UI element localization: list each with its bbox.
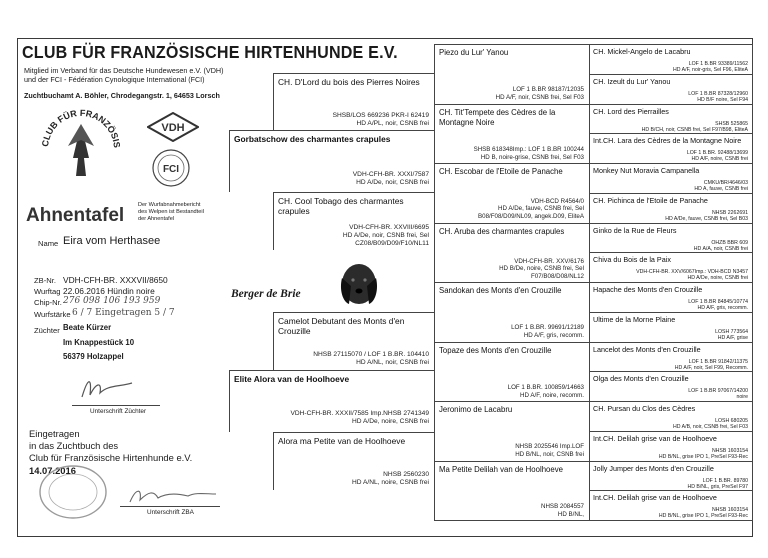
great-grandparent-name: Sandokan des Monts d'en Crouzille bbox=[439, 286, 562, 295]
great-grandparent-detail: LOF 1 B.BR. 99691/12189 bbox=[511, 324, 584, 331]
member-line-2: und der FCI - Fédération Cynologique International (FCI) bbox=[24, 75, 205, 84]
zb-value: VDH-CFH-BR. XXXVII/8650 bbox=[63, 275, 168, 285]
gg-grandparent-name: Lancelot des Monts d'en Crouzille bbox=[593, 345, 701, 354]
great-grandparent-detail: HD B, noire-grise, CSNB frei, Sel F03 bbox=[480, 153, 584, 161]
great-grandparent-detail: HD A/F, gris, recomm. bbox=[523, 331, 584, 339]
breed-name: Berger de Brie bbox=[231, 288, 301, 300]
vdh-logo bbox=[147, 112, 199, 142]
gg-grandparent-detail: HD B/F noire, Sel F94 bbox=[697, 97, 748, 103]
gg-grandparent-detail: LOSH 773564 bbox=[715, 329, 748, 335]
gg-grandparent-4 bbox=[589, 133, 752, 163]
parent1: Gorbatschow des charmantes crapules VDH-CFH-BR. XXXI/7587 HD A/De, noir, CSNB frei bbox=[229, 130, 434, 192]
gg-grandparent-6 bbox=[589, 193, 752, 223]
gg-grandparent-detail: LOF 1 B.BR. 92488/13699 bbox=[686, 150, 748, 156]
gg-grandparent-detail: VDH-CFH-BR. XXV/6067Imp.: VDH-BCD N3457 bbox=[636, 269, 748, 275]
great-grandparent-name: CH. Aruba des charmantes crapules bbox=[439, 227, 565, 236]
gg-grandparent-13 bbox=[589, 401, 752, 431]
gg-grandparent-detail: HD A/F, grise bbox=[717, 335, 748, 341]
great-grandparent-name: Ma Petite Delilah van de Hoolhoeve bbox=[439, 465, 563, 474]
dog-portrait-icon bbox=[339, 260, 379, 306]
breeder-street: Im Knappestück 10 bbox=[63, 338, 135, 347]
gg-grandparent-detail: LOF 1 B.BR 97067/14200 bbox=[688, 388, 748, 394]
gg-grandparent-detail: HD A/F, noir, Sel F99, Recomm. bbox=[674, 365, 748, 371]
great-grandparent-detail: F07/B08/D08/NL12 bbox=[531, 272, 584, 280]
gg-grandparent-detail: HD A/De, noire, CSNB frei bbox=[687, 275, 748, 281]
breeder-city: 56379 Holzappel bbox=[63, 352, 124, 361]
gg-grandparent-1 bbox=[589, 44, 752, 74]
registered-date: 14.07.2016 bbox=[29, 465, 76, 476]
grandparent-3: Camelot Debutant des Monts d'en Crouzille NHSB 27115070 / LOF 1 B.BR. 104410 HD A/NL, noir, CSNB frei bbox=[273, 312, 434, 370]
svg-text:FCI: FCI bbox=[162, 164, 180, 175]
gg-grandparent-detail: HD A/B, noir, CSNB frei, Sel F03 bbox=[673, 424, 748, 430]
gg-grandparent-name: Ultime de la Morne Plaine bbox=[593, 315, 676, 324]
gg-grandparent-name: Jolly Jumper des Monts d'en Crouzille bbox=[593, 464, 714, 473]
great-grandparent-1 bbox=[434, 44, 589, 104]
gg-grandparent-detail: NHSB 1603154 bbox=[711, 507, 748, 513]
gg-grandparent-detail: HD A/F, noire, CSNB frei bbox=[691, 156, 748, 162]
member-line-1: Mitglied im Verband für das Deutsche Hundewesen e.V. (VDH) bbox=[24, 66, 224, 75]
gg-grandparent-15 bbox=[589, 461, 752, 491]
gg-grandparent-name: CH. Izeult du Lur' Yanou bbox=[593, 77, 671, 86]
great-grandparent-detail: HD A/F, noire, recomm. bbox=[520, 391, 584, 399]
great-grandparent-8 bbox=[434, 461, 589, 521]
chip-label: Chip-Nr. bbox=[34, 298, 62, 307]
gg-grandparent-name: CH. Lord des Pierrailles bbox=[593, 107, 669, 116]
great-grandparent-detail: VDH-BCD R4564/0 bbox=[530, 197, 584, 205]
dog-name: Eira vom Herthasee bbox=[63, 235, 161, 247]
great-grandparent-detail: HD B/NL, noir, CSNB frei bbox=[515, 450, 584, 458]
great-grandparent-detail: SHSB 618348Imp.: LOF 1 B.BR 100244 bbox=[473, 146, 584, 153]
fci-logo bbox=[151, 148, 191, 188]
great-grandparent-2 bbox=[434, 104, 589, 164]
gg-grandparent-detail: NHSB 2262691 bbox=[711, 210, 748, 216]
gg-grandparent-detail: LOF 1 B.BR 87328/12960 bbox=[688, 91, 748, 97]
great-grandparent-detail: HD A/F, noir, CSNB frei, Sel F03 bbox=[495, 93, 584, 101]
gg-grandparent-name: Olga des Monts d'en Crouzille bbox=[593, 374, 689, 383]
gg-grandparent-name: Int.CH. Delilah grise van de Hoolhoeve bbox=[593, 434, 717, 443]
great-grandparent-detail: B08/F08/D09/NL09, angek.D09, EliteA bbox=[478, 212, 584, 220]
gg-grandparent-name: Ginko de la Rue de Fleurs bbox=[593, 226, 677, 235]
gg-grandparent-2 bbox=[589, 74, 752, 104]
registered-2: in das Zuchtbuch des bbox=[29, 440, 119, 451]
disclaimer-1: Der Wurfabnahmebericht bbox=[138, 202, 201, 208]
great-grandparent-detail: NHSB 2084557 bbox=[541, 503, 584, 510]
gg-grandparent-detail: NHSB 1603154 bbox=[711, 448, 748, 454]
gg-grandparent-detail: HD A/De, fauve, CSNB frei, Sel B03 bbox=[665, 216, 748, 222]
registered-3: Club für Französische Hirtenhunde e.V. bbox=[29, 452, 193, 463]
breeder-name: Beate Kürzer bbox=[63, 323, 112, 332]
name-label: Name bbox=[38, 239, 59, 248]
gg-grandparent-7 bbox=[589, 223, 752, 253]
gg-grandparent-name: Int.CH. Delilah grise van de Hoolhoeve bbox=[593, 493, 717, 502]
disclaimer-2: des Welpen ist Bestandteil bbox=[138, 209, 204, 215]
gg-grandparent-5 bbox=[589, 163, 752, 193]
gg-grandparent-detail: OHZB BBR 609 bbox=[711, 240, 748, 246]
wurftag-value: 22.06.2016 Hündin noire bbox=[63, 286, 155, 296]
breeder-signature-line bbox=[72, 405, 160, 406]
zba-signature-line bbox=[120, 506, 220, 507]
great-grandparent-3 bbox=[434, 163, 589, 223]
gg-grandparent-detail: LOF 1 B.BR 93389/11562 bbox=[688, 61, 748, 67]
grandparent-1: CH. D'Lord du bois des Pierres Noires SHSB/LOS 669236 PKR-I 62419 HD A/PL, noir, CSNB frei bbox=[273, 73, 434, 130]
gg-grandparent-11 bbox=[589, 342, 752, 372]
gg-grandparent-detail: LOF 1 B.BR. 89780 bbox=[702, 478, 748, 484]
gg-grandparent-16 bbox=[589, 490, 752, 520]
great-grandparent-detail: LOF 1 B.BR 98187/12035 bbox=[512, 86, 584, 93]
club-title: CLUB FÜR FRANZÖSISCHE HIRTENHUNDE E.V. bbox=[22, 42, 398, 62]
gg-grandparent-name: Monkey Nut Moravia Campanella bbox=[593, 166, 700, 175]
breeder-signature bbox=[78, 375, 136, 403]
gg-grandparent-detail: HD A/F, gris, recomm. bbox=[697, 305, 748, 311]
great-grandparent-name: Topaze des Monts d'en Crouzille bbox=[439, 346, 552, 355]
gg-grandparent-detail: noire bbox=[736, 394, 748, 400]
gg-grandparent-detail: HD A/F, noir-gris, Sel F96, EliteA bbox=[673, 67, 748, 73]
gg-grandparent-detail: CMKU/BR/4646/03 bbox=[703, 180, 748, 186]
wurftag-label: Wurftag bbox=[34, 287, 61, 296]
zba-signature-label: Unterschrift ZBA bbox=[147, 509, 194, 516]
great-grandparent-detail: VDH-CFH-BR. XXV/6176 bbox=[514, 257, 584, 265]
disclaimer-3: der Ahnentafel bbox=[138, 216, 175, 222]
zuechter-label: Züchter bbox=[34, 326, 60, 335]
gggp-col-right bbox=[752, 44, 753, 520]
zba-signature bbox=[124, 482, 220, 508]
grandparent-2: CH. Cool Tobago des charmantes crapules VDH-CFH-BR. XXVIII/6695 HD A/De, noir, CSNB frei, Sel CZ08/B09/D09/F10/NL11 bbox=[273, 192, 434, 250]
gg-grandparent-detail: SHSB 525865 bbox=[715, 121, 748, 127]
great-grandparent-name: Jeronimo de Lacabru bbox=[439, 405, 513, 414]
gg-grandparent-name: CH. Pichinca de l'Etoile de Panache bbox=[593, 196, 708, 205]
gg-grandparent-detail: HD B/NL, gris, PreSel F97 bbox=[687, 484, 748, 490]
great-grandparent-5 bbox=[434, 282, 589, 342]
gg-grandparent-name: CH. Pursan du Clos des Cèdres bbox=[593, 404, 696, 413]
great-grandparent-detail: LOF 1 B.BR. 100859/14663 bbox=[507, 384, 584, 391]
wurfstaerke-value: 6 / 7 Eingetragen 5 / 7 bbox=[72, 308, 175, 318]
club-seal-logo bbox=[38, 106, 124, 192]
gg-grandparent-name: CH. Mickel-Angelo de Lacabru bbox=[593, 47, 691, 56]
breed-office: Zuchtbuchamt A. Böhler, Chrodegangstr. 1, 64653 Lorsch bbox=[24, 91, 220, 100]
gg-grandparent-detail: LOSH 680205 bbox=[715, 418, 748, 424]
registered-1: Eingetragen bbox=[29, 428, 80, 439]
gg-grandparent-detail: HD B/NL, grise IPO 1, PreSel F93-Rec bbox=[658, 454, 748, 460]
great-grandparent-name: CH. Tit'Tempete des Cèdres de la Montagne Noire bbox=[439, 108, 556, 127]
great-grandparent-6 bbox=[434, 342, 589, 402]
gg-grandparent-10 bbox=[589, 312, 752, 342]
gg-grandparent-name: Hapache des Monts d'en Crouzille bbox=[593, 285, 703, 294]
gg-grandparent-8 bbox=[589, 252, 752, 282]
parent2: Elite Alora van de Hoolhoeve VDH-CFH-BR. XXXII/7585 Imp.NHSB 2741349 HD A/De, noire, CSNB frei bbox=[229, 370, 434, 432]
gg-grandparent-3 bbox=[589, 104, 752, 134]
gg-grandparent-12 bbox=[589, 371, 752, 401]
great-grandparent-detail: NHSB 2025546 Imp.LOF bbox=[515, 443, 584, 450]
great-grandparent-name: CH. Escobar de l'Etoile de Panache bbox=[439, 167, 563, 176]
grandparent-4: Alora ma Petite van de Hoolhoeve NHSB 2560230 HD A/NL, noire, CSNB frei bbox=[273, 432, 434, 490]
wurfstaerke-label: Wurfstärke bbox=[34, 310, 71, 319]
gg-grandparent-detail: HD B/CH, noir, CSNB frei, Sel F97/B98, EliteA bbox=[641, 127, 748, 133]
chip-value: 276 098 106 193 959 bbox=[63, 296, 161, 306]
gg-grandparent-detail: LOF 1 B.BR 91842/11375 bbox=[688, 359, 748, 365]
svg-text:VDH: VDH bbox=[161, 122, 185, 134]
club-stamp bbox=[38, 464, 108, 520]
great-grandparent-4 bbox=[434, 223, 589, 283]
gg-grandparent-name: Chiva du Bois de la Paix bbox=[593, 255, 671, 264]
gg-grandparent-9 bbox=[589, 282, 752, 312]
great-grandparent-detail: HD A/De, fauve, CSNB frei, Sel bbox=[498, 205, 584, 212]
gg-grandparent-detail: HD A, fauve, CSNB frei bbox=[694, 186, 748, 192]
gg-grandparent-name: Int.CH. Lara des Cèdres de la Montagne Noire bbox=[593, 136, 742, 145]
breeder-signature-label: Unterschrift Züchter bbox=[90, 408, 147, 415]
great-grandparent-7 bbox=[434, 401, 589, 461]
gg-grandparent-detail: LOF 1 B.BR 84845/10774 bbox=[688, 299, 748, 305]
gg-grandparent-14 bbox=[589, 431, 752, 461]
great-grandparent-detail: HD B/NL, bbox=[557, 510, 584, 518]
ahnentafel-title: Ahnentafel bbox=[26, 205, 125, 226]
svg-text:CLUB FÜR FRANZÖSISCHE HIRTENHU: CLUB FÜR FRANZÖSIS bbox=[40, 107, 123, 149]
great-grandparent-name: Piezo du Lur' Yanou bbox=[439, 48, 509, 57]
gg-grandparent-detail: HD A/A, noir, CSNB frei bbox=[693, 246, 748, 252]
great-grandparent-detail: HD B/De, noire, CSNB frei, Sel bbox=[499, 265, 584, 272]
gg-grandparent-detail: HD B/NL, grise IPO 1, PreSel F93-Rec bbox=[658, 513, 748, 519]
zb-label: ZB-Nr. bbox=[34, 276, 56, 285]
